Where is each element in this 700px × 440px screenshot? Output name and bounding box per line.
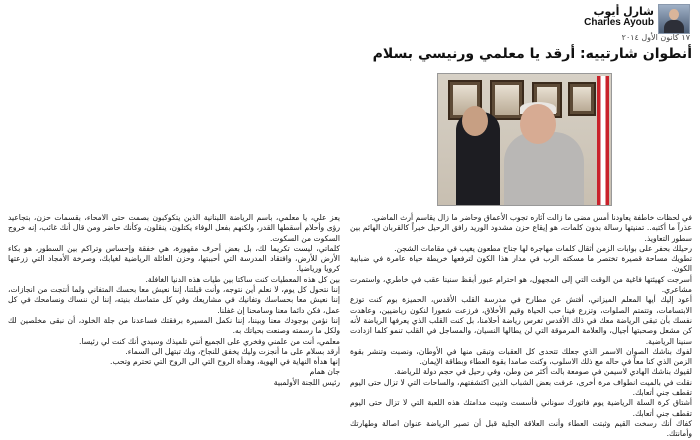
person-right-figure	[504, 132, 584, 206]
wall-frame-2	[490, 80, 524, 120]
lebanese-flag-icon	[597, 76, 609, 206]
paragraph: كلماتي، ليست تكريما لك، بل بعض أحرف مقهورة، هي خفقة وإحساس وتراكم بين السطور، هو بكاء الأرض للأرض، وافتقاد المدرسة التي أحببتها، وحزن العائلة الرياضية لغيابك، وصرخة الأمجاد التي زرعتها كرويا ورياضيا.	[8, 243, 340, 274]
author-head-shape	[669, 9, 679, 20]
publish-date: ١٧ كانون الأول ٢٠١٤	[621, 33, 690, 42]
article-photo	[437, 73, 612, 206]
article-title: أنطوان شارتييه: أرقد يا معلمي ورنيسي بسلام	[372, 46, 692, 62]
paragraph: إننا نتحول كل يوم، لا نعلم أين نتوجه، وأنت قبلتنا، إننا نعيش معا بحسك المتفاني ولما أنتجت من انجازات، إننا نعيش معا بحساسك وتفانيك في مشاريعك وفي كل متماسك بنيته، إننا لن ننساك ونسامحك في كل عمل، فكن دائما معنا وسامحنا إن غفلنا.	[8, 285, 340, 315]
paragraph: إنها هدأة النهاية في الهوية، وهدأة الروح التي الى الروح التي تحترم وتحب.	[110, 357, 340, 367]
person-left-figure	[456, 112, 500, 206]
article-column-right	[350, 213, 692, 440]
paragraph: عذراً ما أكتبه.. تمنيتها رسالة بدون كلمات، هو إيقاع حزن مشدود الوريد رافق الرحيل خبراً كالقربان الهائم بين سطور التعاويذ.	[350, 223, 692, 243]
paragraph: إننا نؤمن بوجودك معنا وبيننا، إننا نكمل المسيرة برفقتك فساعدنا من جلة الخلود، أن نبقى مخلصين لك ولكل ما رسمته وصنعت بحياتك به.	[8, 315, 340, 336]
author-box[interactable]	[580, 4, 690, 34]
article-column-left	[8, 213, 340, 388]
paragraph: أسرجت كهيئتها فاغية من الوقت التي إلى المجهول، هو احترام عبور أبقظ سنينا عقب في خاطري، واستمرت مشاعري.	[350, 274, 692, 295]
paragraph: لقيوك بناشك الهادي لاسيمن في صومعة بالت أكثر من وطن، وفي رحيل في حجم دولة للرياضة.	[394, 367, 692, 377]
paragraph: أعود إليك أيها المعلم الميزاني، أفتش عن مطارح في مدرسة القلب الأقدس، الحميزة بوم كنت توزع الابتسامات، وتتمتم الصلوات، وتزرع فينا حب الحياة وقيم الأخلاق، فرزعت شعورا لنكون رياضيين، وعاهدت نفسك بأن تبقى الرياضة معك في ذلك الأقدس تغرس رياضة أحلامنا، بل كنت القلب الذي يعرفها الرياضة لأنه كن مشعل وصحبتها أجيال، والعلامة المرموقة التي لن يطالها النسيان، والمساجل في القلب تنمو كلما ازدادت سنينا الرياضية.	[350, 295, 692, 346]
paragraph: في لحظات خاطفة يعاودنا أمس مضى ما زالت آثاره تجوب الأعماق وحاضر ما زال يقاسم أرث الماضي.	[371, 213, 692, 222]
paragraph: يعز علي، يا معلمي، باسم الرياضة اللبنانية الذين يتكوكبون بصمت حتى الامحاء، بقسمات حزن، بتجاعيد رؤى وأحلام أسقطها القدر، ولكنهم بفعل الوفاء يكتلون، ينقلون، وكأنك حاضر ومن قال أنك غائب، إنه خروج السكوت من السكوت.	[8, 213, 340, 243]
signature-title: رئيس اللجنة الأولمبية	[273, 377, 340, 387]
paragraph: أرقد بسلام على ما أنجزت وليك يخفق للنجاح، وبك تبتهل الى السماء.	[125, 346, 340, 356]
author-portrait-icon[interactable]	[658, 4, 690, 34]
paragraph: معلمي، أنت من علمني وفخري على الجميع أنني تلميذك وسيدي أنك كنت لي رئيسا.	[79, 336, 340, 346]
paragraph: أشتاق كرة السلة الرياضية يوم فاتورك سوناني فأسست وتبيت مدامتك هذه اللعبة التي لا تزال حتى اليوم تقطف جني أتعابك.	[350, 398, 692, 418]
paragraph: بين كل هذه المعطيات كنت ساكتا بين طيات هذه الدنيا الغافلة.	[145, 274, 340, 284]
paragraph: لفوك بناشك الصوان الاسمر الذي جعلك تتحدى كل العقبات وتبقى منها في الأوطان، ونصبت وتنشر بقوة الزمن الذي كنا معاً في حاله مع ذلك الاسلوب، وكنت صامدا بقوة العطاء وبطاقة الإيمان.	[350, 346, 692, 367]
signature-name: جان همام	[309, 367, 340, 377]
paragraph: نقلت في بالميت انطواف مرة أخرى، عرفت بعض الشباب الذين اكتشفتهم، والساحات التي لا تزال حتى اليوم تقطف جني أتعابك.	[350, 377, 692, 398]
author-name-english[interactable]: Charles Ayoub	[584, 17, 654, 28]
paragraph: تطويك مساحة قصيرة تختصر ما مسكته الرب في مدار هذا الكون لترفعها خريطة حياة عامرة في ضبابية الكون.	[350, 254, 692, 274]
author-name-arabic[interactable]: شارل أيوب	[593, 5, 654, 18]
paragraph: رحيلك بحفر على بوابات الزمن أثقال كلمات مهاجرة لها جناح مطعون يغيب في مقامات الشجن.	[394, 243, 692, 253]
paragraph: كفاك أنك رسخت القيم وثبتت العطاء وأنت العلاقة الجلية قبل أن تصير الرياضة عنوان اصالة وطهارتك وأمانتك.	[350, 418, 692, 439]
wall-frame-4	[568, 82, 596, 116]
author-suit-shape	[664, 20, 684, 33]
